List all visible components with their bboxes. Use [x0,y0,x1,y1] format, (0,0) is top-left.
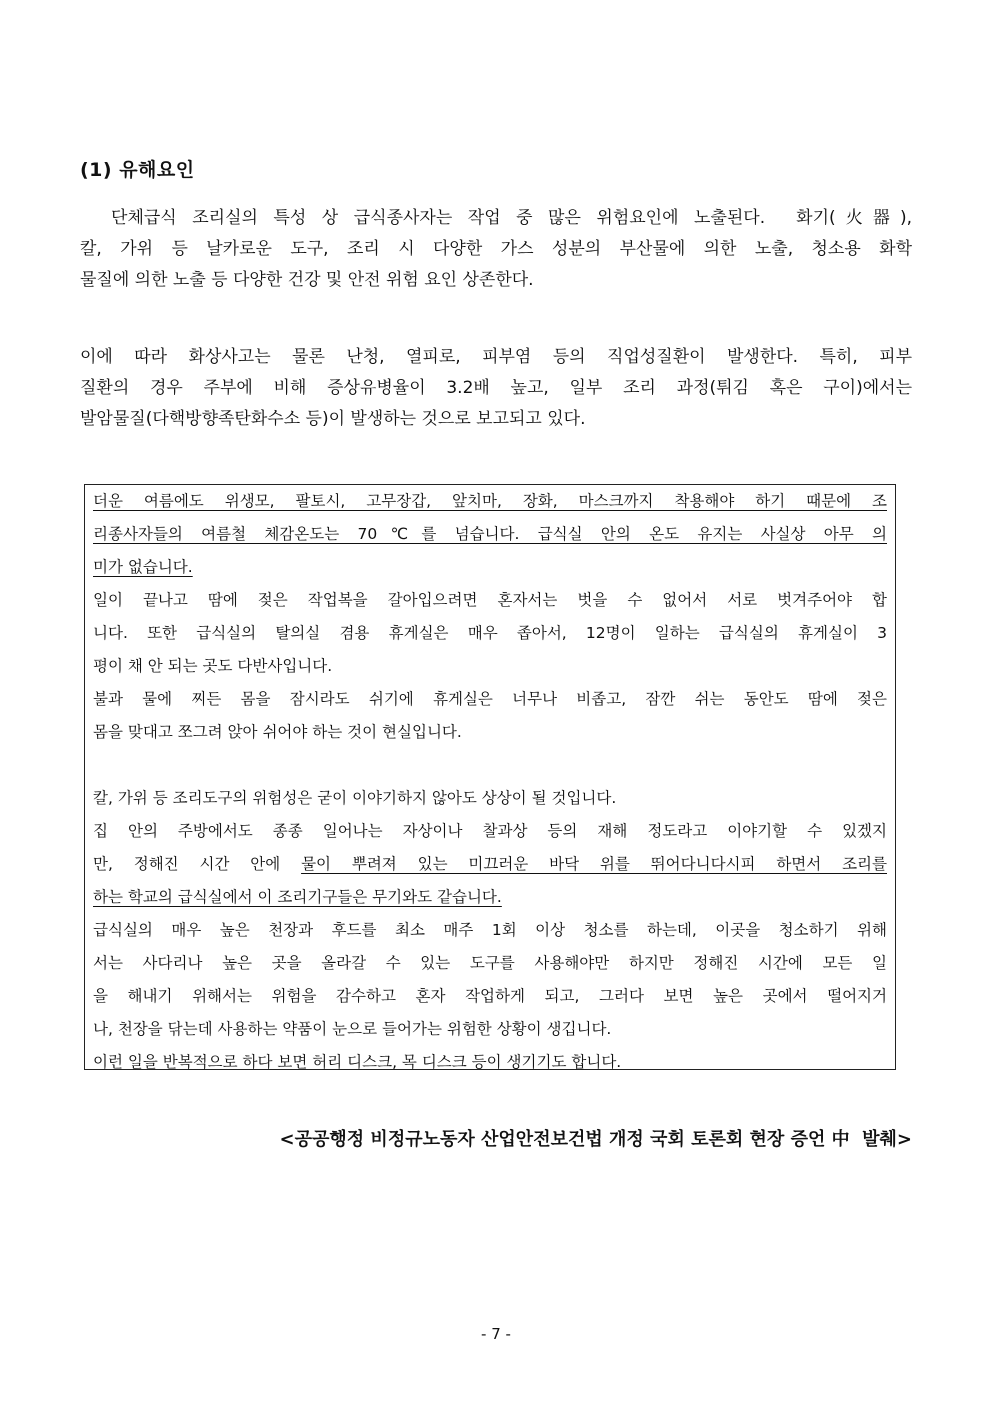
testimony-line: 리종사자들의 여름철 체감온도는 70℃를 넘습니다. 급식실 안의 온도 유지는 사실상 아무 의 [93,525,887,543]
testimony-line: 불과 물에 찌든 몸을 잠시라도 쉬기에 휴게실은 너무나 비좁고, 잠깐 쉬는 동안도 땀에 젖은 [93,690,887,708]
testimony-line: 집 안의 주방에서도 종종 일어나는 자상이나 찰과상 등의 재해 정도라고 이야기할 수 있겠지 [93,822,887,840]
testimony-line: 이런 일을 반복적으로 하다 보면 허리 디스크, 목 디스크 등이 생기기도 합니다. [93,1053,622,1071]
testimony-line: 서는 사다리나 높은 곳을 올라갈 수 있는 도구를 사용해야만 하지만 정해진 시간에 모든 일 [93,954,887,972]
paragraph-line: 물질에 의한 노출 등 다양한 건강 및 안전 위험 요인 상존한다. [80,270,534,290]
testimony-line-mixed [93,848,887,881]
testimony-line: 미가 없습니다. [93,558,193,576]
testimony-line-part-underlined: 물이 뿌려져 있는 미끄러운 바닥 위를 뛰어다니다시피 하면서 조리를 [301,855,887,873]
testimony-line: 니다. 또한 급식실의 탈의실 겸용 휴게실은 매우 좁아서, 12명이 일하는 급식실의 휴게실이 3 [93,624,887,642]
testimony-line: 몸을 맞대고 쪼그려 앉아 쉬어야 하는 것이 현실입니다. [93,723,462,741]
testimony-line-part: 만, 정해진 시간 안에 [93,855,302,873]
paragraph-hazards [80,203,912,296]
paragraph-line: 질환의 경우 주부에 비해 증상유병율이 3.2배 높고, 일부 조리 과정(튀김 혹은 구이)에서는 [80,378,912,398]
section-heading: (1) 유해요인 [80,159,195,181]
paragraph-line: 발암물질(다핵방향족탄화수소 등)이 발생하는 것으로 보고되고 있다. [80,409,586,429]
page-number: - 7 - [481,1325,511,1343]
testimony-line: 평이 채 안 되는 곳도 다반사입니다. [93,657,333,675]
testimony-line: 더운 여름에도 위생모, 팔토시, 고무장갑, 앞치마, 장화, 마스크까지 착용해야 하기 때문에 조 [93,492,887,510]
testimony-line: 하는 학교의 급식실에서 이 조리기구들은 무기와도 같습니다. [93,888,502,906]
paragraph-diseases [80,342,912,435]
testimony-line: 을 해내기 위해서는 위험을 감수하고 혼자 작업하게 되고, 그러다 보면 높은 곳에서 떨어지거 [93,987,887,1005]
source-citation: <공공행정 비정규노동자 산업안전보건법 개정 국회 토론회 현장 증언 中 발췌> [279,1129,912,1150]
blank-line [93,749,887,782]
testimony-line: 급식실의 매우 높은 천장과 후드를 최소 매주 1회 이상 청소를 하는데, 이곳을 청소하기 위해 [93,921,887,939]
testimony-box [84,484,896,1070]
paragraph-line: 이에 따라 화상사고는 물론 난청, 열피로, 피부염 등의 직업성질환이 발생한다. 특히, 피부 [80,347,912,367]
paragraph-line: 칼, 가위 등 날카로운 도구, 조리 시 다양한 가스 성분의 부산물에 의한 노출, 청소용 화학 [80,239,912,259]
testimony-line: 나, 천장을 닦는데 사용하는 약품이 눈으로 들어가는 위험한 상황이 생깁니다. [93,1020,612,1038]
testimony-line: 일이 끝나고 땀에 젖은 작업복을 갈아입으려면 혼자서는 벗을 수 없어서 서로 벗겨주어야 합 [93,591,887,609]
paragraph-line: 단체급식 조리실의 특성 상 급식종사자는 작업 중 많은 위험요인에 노출된다. 화기(火器), [80,208,912,228]
testimony-line: 칼, 가위 등 조리도구의 위험성은 굳이 이야기하지 않아도 상상이 될 것입니다. [93,789,617,807]
